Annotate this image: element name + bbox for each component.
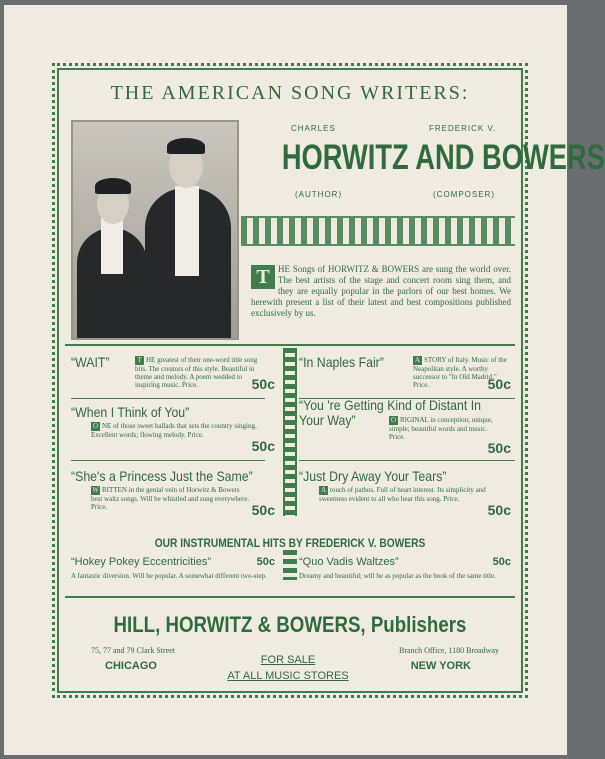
instrumental-price: 50c (492, 556, 511, 568)
song-divider (299, 460, 515, 461)
instrumental-description: Dreamy and beautiful; will be as popular as the book of the same title. (299, 572, 496, 580)
song-dropcap: T (135, 356, 144, 365)
instrumental-heading: OUR INSTRUMENTAL HITS BY FREDERICK V. BOWERS (154, 536, 426, 550)
photo-shirt-right (175, 186, 199, 276)
song-dropcap: A (414, 356, 421, 364)
address-new-york: Branch Office, 1180 Broadway (399, 646, 499, 655)
instrumental-title: “Hokey Pokey Eccentricities” (71, 556, 211, 568)
first-name-author: CHARLES (291, 124, 336, 133)
ornament-band (241, 216, 515, 246)
song-description: touch of pathos. Full of heart interest. Its simplicity and sweetness evident to all who hear this song. Price. (319, 486, 486, 503)
song-price: 50c (251, 438, 275, 454)
names-heading: HORWITZ AND BOWERS (281, 138, 605, 177)
song-title: “When I Think of You” (71, 404, 190, 420)
song-title: “In Naples Fair” (299, 354, 384, 370)
song-description: RITTEN in the genial vein of Horwitz & Bowers best waltz songs. Will be whistled and sung everywhere. Price. (91, 486, 250, 511)
song-description: HE greatest of their one-word title song hits. The creators of this style. Beautiful in theme and melody. A poem wedded to inspiring music. Price. (135, 356, 258, 389)
vine-ornament (283, 550, 297, 580)
for-sale-line: FOR SALE (260, 654, 316, 666)
music-stores-line: AT ALL MUSIC STORES (227, 670, 349, 682)
divider-bottom (65, 596, 515, 598)
vine-ornament (283, 348, 297, 516)
photo-hair-right (167, 138, 205, 154)
photo-hair-left (95, 178, 131, 194)
song-title: “WAIT” (71, 354, 110, 370)
city-chicago: CHICAGO (105, 660, 157, 672)
page-title: THE AMERICAN SONG WRITERS: (110, 82, 470, 104)
intro-dropcap: T (251, 265, 275, 289)
song-dropcap: O (390, 416, 397, 424)
song-description: NE of those sweet ballads that sets the country singing. Excellent words; flowing melody. Price. (91, 422, 257, 439)
instrumental-entry (299, 556, 511, 580)
city-new-york: NEW YORK (410, 660, 471, 672)
song-entry (71, 354, 275, 394)
first-name-composer: FREDERICK V. (429, 124, 497, 133)
song-title: “She's a Princess Just the Same” (71, 468, 253, 484)
song-entry (299, 398, 511, 456)
intro-paragraph (251, 264, 511, 319)
song-entry (71, 468, 275, 518)
publisher-name: HILL, HORWITZ & BOWERS, Publishers (113, 612, 467, 637)
sheet-music-back-cover (4, 5, 605, 755)
song-title: “You 're Getting Kind of Distant In Your Way” (299, 397, 482, 428)
song-divider (71, 398, 265, 399)
song-price: 50c (251, 376, 275, 392)
instrumental-price: 50c (256, 556, 275, 568)
song-price: 50c (487, 502, 511, 518)
ornamental-border (52, 63, 605, 698)
song-dropcap: W (92, 486, 99, 494)
instrumental-entry (71, 556, 275, 580)
song-dropcap: A (320, 486, 327, 494)
advertisement-content (65, 76, 605, 685)
song-title: “Just Dry Away Your Tears” (299, 468, 447, 484)
song-description: RIGINAL in conception; unique, simple; beautiful words and music. Price. (389, 416, 493, 441)
song-divider (71, 460, 265, 461)
address-chicago: 75, 77 and 79 Clark Street (91, 646, 175, 655)
song-dropcap: O (92, 422, 99, 430)
portrait-photo (71, 120, 239, 340)
photo-shirt-left (101, 218, 123, 274)
instrumental-title: “Quo Vadis Waltzes” (299, 556, 399, 568)
song-description: STORY of Italy. Music of the Neapolitan style. A worthy successor to "In Old Madrid." Price. (413, 356, 507, 389)
instrumental-description: A fantastic diversion. Will be popular. A somewhat different two-step. (71, 572, 267, 580)
intro-text: HE Songs of HORWITZ & BOWERS are sung the world over. The best artists of the stage and concert room sing them, and they are equally popular in the parlors of our best homes. We herewith present a list of their latest and best compositions published exclusively by us. (251, 264, 511, 318)
song-entry (299, 354, 511, 394)
author-names (249, 124, 605, 204)
role-author: (AUTHOR) (295, 190, 343, 199)
divider-top (65, 344, 515, 346)
song-entry (299, 468, 511, 518)
role-composer: (COMPOSER) (433, 190, 495, 199)
song-price: 50c (487, 440, 511, 456)
song-price: 50c (251, 502, 275, 518)
song-price: 50c (487, 376, 511, 392)
song-entry (71, 404, 275, 456)
